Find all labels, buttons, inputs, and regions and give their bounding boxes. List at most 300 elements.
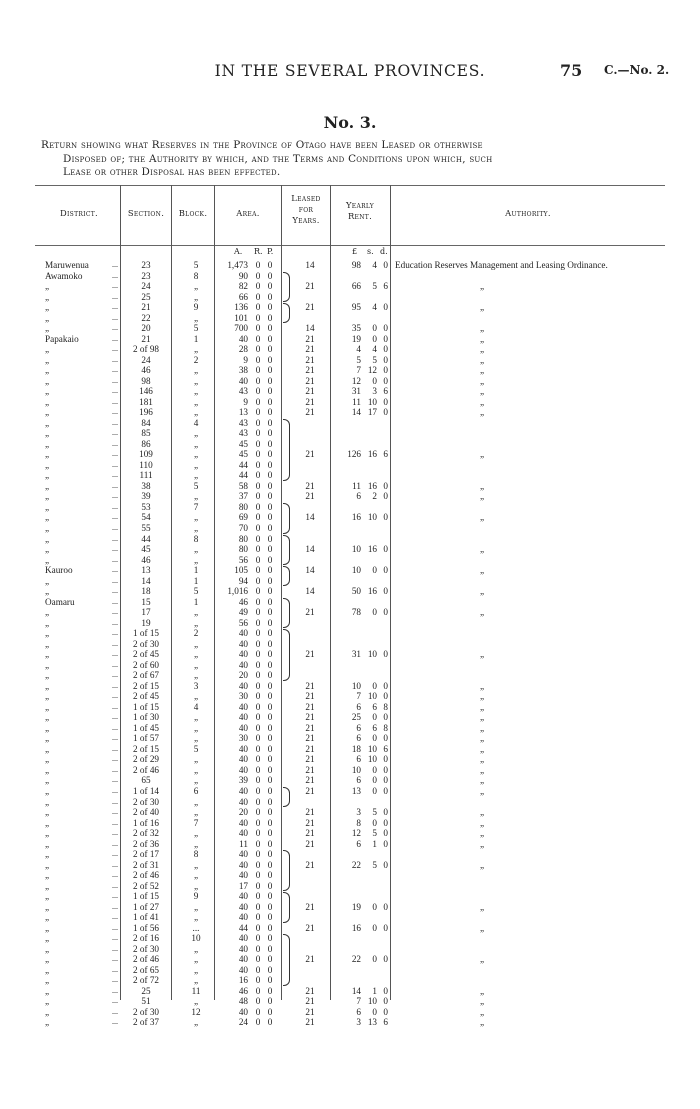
- cell-s: 5: [372, 354, 377, 365]
- cell-d: 0: [383, 607, 388, 618]
- leader-dots: ...: [112, 586, 118, 596]
- cell-years: 21: [305, 302, 315, 313]
- header-rent: Yearly Rent.: [345, 200, 375, 221]
- cell-district: „: [45, 365, 50, 376]
- cell-section: 85: [141, 428, 151, 439]
- cell-s: 0: [372, 565, 377, 576]
- cell-district: Awamoko: [45, 270, 83, 281]
- cell-r: 0: [255, 891, 261, 902]
- return-number: No. 3.: [323, 113, 377, 132]
- cell-authority: „: [480, 996, 485, 1007]
- cell-authority: „: [480, 365, 485, 376]
- cell-years: 21: [305, 722, 315, 733]
- cell-l: 19: [351, 901, 361, 912]
- cell-p: 0: [267, 302, 273, 313]
- cell-d: 0: [383, 260, 388, 270]
- cell-d: 6: [383, 449, 388, 460]
- cell-p: 0: [267, 470, 273, 481]
- cell-l: 25: [351, 712, 361, 723]
- cell-district: „: [45, 586, 50, 597]
- cell-years: 21: [305, 817, 315, 828]
- cell-block: 8: [193, 533, 199, 544]
- cell-s: 12: [367, 365, 377, 376]
- cell-p: 0: [267, 281, 273, 292]
- table-row: [0, 954, 700, 964]
- cell-r: 0: [255, 344, 261, 355]
- cell-d: 0: [383, 985, 388, 996]
- cell-block: 12: [191, 1006, 201, 1017]
- cell-section: 98: [141, 375, 151, 386]
- cell-p: 0: [267, 491, 273, 502]
- cell-district: „: [45, 659, 50, 670]
- cell-block: „: [193, 996, 199, 1007]
- cell-d: 0: [383, 691, 388, 702]
- cell-s: 0: [372, 680, 377, 691]
- table-row: [0, 355, 700, 365]
- cell-a: 1,473: [227, 260, 248, 270]
- cell-district: „: [45, 775, 50, 786]
- table-row: [0, 670, 700, 680]
- cell-authority: „: [480, 1006, 485, 1017]
- table-row: [0, 912, 700, 922]
- leader-dots: ...: [112, 922, 118, 932]
- cell-r: 0: [255, 260, 261, 270]
- cell-p: 0: [267, 354, 273, 365]
- cell-s: 4: [372, 260, 377, 270]
- table-row: [0, 839, 700, 849]
- table-row: [0, 334, 700, 344]
- cell-s: 10: [367, 743, 377, 754]
- leader-dots: ...: [112, 407, 118, 417]
- cell-a: 43: [238, 417, 248, 428]
- unit-pence: d.: [380, 247, 388, 256]
- cell-a: 40: [238, 954, 248, 965]
- cell-d: 0: [383, 480, 388, 491]
- cell-section: 55: [141, 523, 151, 533]
- leader-dots: ...: [112, 828, 118, 838]
- cell-s: 16: [367, 544, 377, 555]
- cell-years: 21: [305, 375, 315, 386]
- cell-block: 1: [193, 333, 199, 344]
- cell-d: 0: [383, 586, 388, 597]
- cell-authority: „: [480, 407, 485, 418]
- table-row: [0, 565, 700, 575]
- cell-district: „: [45, 491, 50, 502]
- cell-years: 21: [305, 1017, 315, 1028]
- table-row: [0, 344, 700, 354]
- cell-district: „: [45, 912, 50, 923]
- cell-block: 5: [193, 743, 199, 754]
- table-row: [0, 365, 700, 375]
- cell-s: 1: [372, 985, 377, 996]
- cell-a: 94: [238, 575, 248, 586]
- cell-district: „: [45, 859, 50, 870]
- table-row: [0, 260, 700, 270]
- table-row: [0, 891, 700, 901]
- cell-r: 0: [255, 817, 261, 828]
- leader-dots: ...: [112, 849, 118, 859]
- cell-p: 0: [267, 880, 273, 891]
- cell-years: 14: [305, 586, 315, 597]
- cell-d: 0: [383, 786, 388, 796]
- cell-p: 0: [267, 1017, 273, 1028]
- cell-section: 1 of 27: [132, 901, 160, 912]
- cell-p: 0: [267, 544, 273, 555]
- cell-r: 0: [255, 796, 261, 807]
- cell-section: 1 of 45: [132, 722, 160, 733]
- cell-section: 22: [141, 312, 151, 323]
- cell-years: 21: [305, 828, 315, 839]
- cell-district: „: [45, 386, 50, 397]
- cell-block: 4: [193, 701, 199, 712]
- cell-block: „: [193, 670, 199, 681]
- cell-authority: „: [480, 607, 485, 618]
- table-row: [0, 870, 700, 880]
- cell-authority: „: [480, 344, 485, 355]
- cell-district: „: [45, 964, 50, 975]
- cell-s: 0: [372, 764, 377, 775]
- cell-authority: „: [480, 828, 485, 839]
- cell-l: 3: [356, 1017, 361, 1028]
- leader-dots: ...: [112, 375, 118, 385]
- cell-block: 1: [193, 575, 199, 586]
- cell-p: 0: [267, 859, 273, 870]
- cell-r: 0: [255, 722, 261, 733]
- cell-section: 2 of 60: [132, 659, 160, 670]
- group-brace: [283, 629, 290, 681]
- caption-line: Disposed of; the Authority by which, and the Terms and Conditions upon which, such: [63, 152, 493, 165]
- cell-section: 23: [141, 270, 151, 281]
- cell-l: 14: [351, 407, 361, 418]
- cell-p: 0: [267, 607, 273, 618]
- cell-p: 0: [267, 775, 273, 786]
- cell-district: „: [45, 849, 50, 860]
- cell-l: 13: [351, 786, 361, 796]
- leader-dots: ...: [112, 260, 118, 269]
- leader-dots: ...: [112, 859, 118, 869]
- cell-a: 9: [243, 354, 248, 365]
- cell-p: 0: [267, 807, 273, 818]
- cell-block: „: [193, 870, 199, 881]
- cell-authority: „: [480, 1017, 485, 1028]
- running-title: IN THE SEVERAL PROVINCES.: [214, 62, 486, 80]
- cell-block: „: [193, 912, 199, 923]
- cell-authority: „: [480, 302, 485, 313]
- cell-authority: „: [480, 491, 485, 502]
- leader-dots: ...: [112, 649, 118, 659]
- cell-r: 0: [255, 512, 261, 523]
- cell-l: 66: [351, 281, 361, 292]
- leader-dots: ...: [112, 680, 118, 690]
- leader-dots: ...: [112, 870, 118, 880]
- cell-section: 1 of 15: [132, 891, 160, 902]
- cell-years: 21: [305, 680, 315, 691]
- cell-l: 6: [356, 775, 361, 786]
- cell-block: 1: [193, 565, 199, 576]
- cell-district: „: [45, 544, 50, 555]
- cell-s: 5: [372, 828, 377, 839]
- leader-dots: ...: [112, 996, 118, 1006]
- cell-p: 0: [267, 375, 273, 386]
- cell-p: 0: [267, 344, 273, 355]
- cell-section: 2 of 29: [132, 754, 160, 765]
- cell-p: 0: [267, 638, 273, 649]
- cell-authority: „: [480, 985, 485, 996]
- cell-section: 1 of 41: [132, 912, 160, 923]
- cell-r: 0: [255, 565, 261, 576]
- cell-section: 15: [141, 596, 151, 607]
- cell-a: 40: [238, 943, 248, 954]
- page-number: 75: [560, 61, 583, 80]
- cell-l: 126: [347, 449, 361, 460]
- cell-district: „: [45, 354, 50, 365]
- leader-dots: ...: [112, 438, 118, 448]
- cell-l: 8: [356, 817, 361, 828]
- cell-r: 0: [255, 628, 261, 639]
- header-district: District.: [59, 208, 99, 218]
- leader-dots: ...: [112, 1006, 118, 1016]
- cell-authority: „: [480, 922, 485, 933]
- cell-block: 5: [193, 480, 199, 491]
- cell-district: „: [45, 501, 50, 512]
- cell-district: „: [45, 975, 50, 986]
- cell-r: 0: [255, 480, 261, 491]
- cell-district: „: [45, 638, 50, 649]
- cell-district: „: [45, 954, 50, 965]
- cell-section: 181: [139, 396, 153, 407]
- cell-block: „: [193, 491, 199, 502]
- cell-r: 0: [255, 638, 261, 649]
- cell-section: 20: [141, 323, 151, 334]
- cell-district: „: [45, 607, 50, 618]
- cell-section: 23: [141, 260, 151, 270]
- cell-p: 0: [267, 459, 273, 470]
- leader-dots: ...: [112, 312, 118, 322]
- leader-dots: ...: [112, 596, 118, 606]
- cell-s: 10: [367, 396, 377, 407]
- cell-years: 21: [305, 859, 315, 870]
- leader-dots: ...: [112, 691, 118, 701]
- group-brace: [283, 892, 290, 923]
- cell-district: „: [45, 575, 50, 586]
- cell-years: 14: [305, 544, 315, 555]
- cell-years: 21: [305, 491, 315, 502]
- cell-a: 9: [243, 396, 248, 407]
- cell-a: 39: [238, 775, 248, 786]
- cell-district: Maruwenua: [45, 260, 89, 270]
- cell-district: „: [45, 996, 50, 1007]
- cell-d: 0: [383, 302, 388, 313]
- cell-a: 80: [238, 533, 248, 544]
- table-row: [0, 323, 700, 333]
- cell-authority: „: [480, 764, 485, 775]
- cell-p: 0: [267, 733, 273, 744]
- cell-r: 0: [255, 775, 261, 786]
- cell-authority: „: [480, 712, 485, 723]
- cell-r: 0: [255, 491, 261, 502]
- cell-block: 11: [191, 985, 201, 996]
- leader-dots: ...: [112, 901, 118, 911]
- cell-p: 0: [267, 575, 273, 586]
- cell-d: 0: [383, 754, 388, 765]
- cell-district: „: [45, 428, 50, 439]
- cell-district: „: [45, 838, 50, 849]
- cell-l: 6: [356, 722, 361, 733]
- cell-a: 80: [238, 544, 248, 555]
- cell-d: 0: [383, 1006, 388, 1017]
- leader-dots: ...: [112, 796, 118, 806]
- cell-section: 2 of 46: [132, 870, 160, 881]
- leader-dots: ...: [112, 302, 118, 312]
- cell-l: 11: [352, 396, 361, 407]
- cell-s: 0: [372, 901, 377, 912]
- cell-years: 21: [305, 396, 315, 407]
- cell-block: 5: [193, 323, 199, 334]
- cell-authority: „: [480, 281, 485, 292]
- cell-section: 110: [139, 459, 153, 470]
- table-row: [0, 754, 700, 764]
- cell-years: 21: [305, 607, 315, 618]
- table-row: [0, 723, 700, 733]
- cell-l: 10: [351, 680, 361, 691]
- cell-d: 0: [383, 407, 388, 418]
- cell-district: „: [45, 754, 50, 765]
- cell-district: „: [45, 722, 50, 733]
- cell-l: 16: [351, 922, 361, 933]
- cell-block: 5: [193, 260, 199, 270]
- cell-authority: „: [480, 754, 485, 765]
- cell-block: „: [193, 649, 199, 660]
- cell-district: „: [45, 901, 50, 912]
- cell-block: „: [193, 712, 199, 723]
- cell-block: 9: [193, 302, 199, 313]
- cell-p: 0: [267, 754, 273, 765]
- table-row: [0, 302, 700, 312]
- table-row: [0, 807, 700, 817]
- cell-l: 10: [351, 565, 361, 576]
- cell-district: „: [45, 302, 50, 313]
- cell-a: 46: [238, 596, 248, 607]
- cell-a: 49: [238, 607, 248, 618]
- cell-section: 2 of 32: [132, 828, 160, 839]
- cell-district: „: [45, 796, 50, 807]
- cell-section: 1 of 56: [132, 922, 160, 933]
- cell-s: 6: [372, 701, 377, 712]
- cell-district: „: [45, 743, 50, 754]
- cell-p: 0: [267, 554, 273, 565]
- cell-authority: „: [480, 838, 485, 849]
- cell-section: 14: [141, 575, 151, 586]
- cell-d: 0: [383, 323, 388, 334]
- cell-r: 0: [255, 912, 261, 923]
- cell-authority: „: [480, 323, 485, 334]
- table-row: [0, 786, 700, 796]
- cell-l: 6: [356, 1006, 361, 1017]
- cell-authority: „: [480, 333, 485, 344]
- cell-block: „: [193, 859, 199, 870]
- leader-dots: ...: [112, 470, 118, 480]
- cell-d: 0: [383, 649, 388, 660]
- cell-section: 53: [141, 501, 151, 512]
- cell-s: 6: [372, 722, 377, 733]
- cell-block: „: [193, 607, 199, 618]
- cell-r: 0: [255, 396, 261, 407]
- cell-p: 0: [267, 743, 273, 754]
- cell-block: 8: [193, 849, 199, 860]
- cell-section: 44: [141, 533, 151, 544]
- cell-p: 0: [267, 712, 273, 723]
- cell-a: 700: [234, 323, 248, 334]
- cell-p: 0: [267, 701, 273, 712]
- leader-dots: ...: [112, 628, 118, 638]
- cell-s: 10: [367, 996, 377, 1007]
- cell-a: 101: [234, 312, 248, 323]
- cell-authority: „: [480, 386, 485, 397]
- cell-years: 21: [305, 764, 315, 775]
- cell-section: 39: [141, 491, 151, 502]
- cell-block: „: [193, 344, 199, 355]
- cell-s: 0: [372, 323, 377, 334]
- cell-d: 0: [383, 817, 388, 828]
- cell-district: „: [45, 817, 50, 828]
- leader-dots: ...: [112, 733, 118, 743]
- cell-d: 0: [383, 996, 388, 1007]
- cell-p: 0: [267, 828, 273, 839]
- cell-p: 0: [267, 428, 273, 439]
- cell-authority: „: [480, 480, 485, 491]
- leader-dots: ...: [112, 544, 118, 554]
- cell-l: 98: [351, 260, 361, 270]
- cell-s: 10: [367, 512, 377, 523]
- table-row: [0, 702, 700, 712]
- leader-dots: ...: [112, 975, 118, 985]
- leader-dots: ...: [112, 449, 118, 459]
- table-row: [0, 534, 700, 544]
- cell-r: 0: [255, 954, 261, 965]
- cell-l: 78: [351, 607, 361, 618]
- cell-r: 0: [255, 375, 261, 386]
- cell-district: „: [45, 985, 50, 996]
- cell-authority: „: [480, 691, 485, 702]
- cell-section: 1 of 30: [132, 712, 160, 723]
- cell-d: 6: [383, 1017, 388, 1028]
- cell-s: 5: [372, 807, 377, 818]
- cell-r: 0: [255, 470, 261, 481]
- cell-s: 1: [372, 838, 377, 849]
- unit-roods: R.: [254, 247, 263, 256]
- table-row: [0, 576, 700, 586]
- cell-block: 4: [193, 417, 199, 428]
- leader-dots: ...: [112, 712, 118, 722]
- cell-district: „: [45, 786, 50, 796]
- table-row: [0, 933, 700, 943]
- table-row: [0, 292, 700, 302]
- cell-r: 0: [255, 1017, 261, 1028]
- cell-block: „: [193, 638, 199, 649]
- leader-dots: ...: [112, 554, 118, 564]
- cell-district: „: [45, 922, 50, 933]
- cell-section: 2 of 46: [132, 954, 160, 965]
- cell-block: „: [193, 964, 199, 975]
- cell-d: 0: [383, 859, 388, 870]
- cell-d: 0: [383, 565, 388, 576]
- cell-years: 21: [305, 985, 315, 996]
- cell-section: 54: [141, 512, 151, 523]
- cell-district: „: [45, 512, 50, 523]
- table-row: [0, 502, 700, 512]
- cell-l: 12: [351, 375, 361, 386]
- cell-d: 0: [383, 733, 388, 744]
